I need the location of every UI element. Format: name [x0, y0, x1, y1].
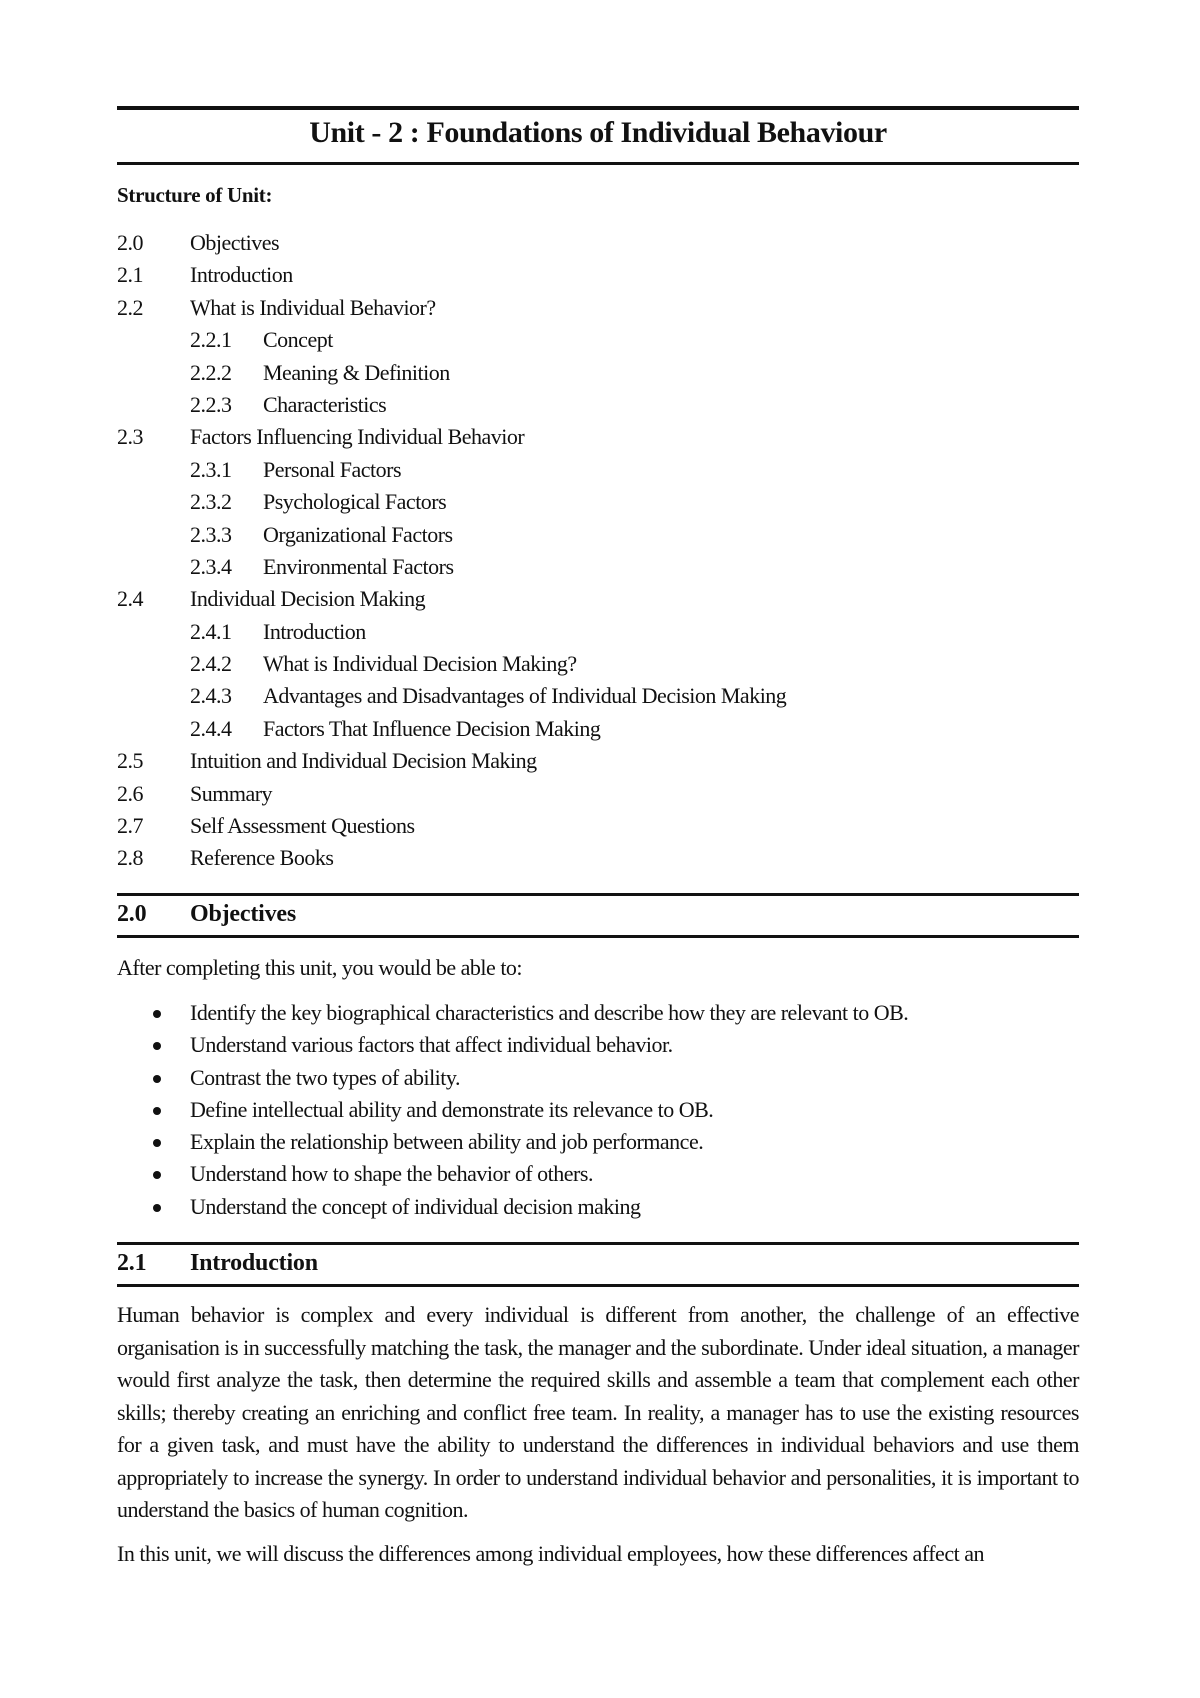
objectives-title: Objectives [190, 901, 296, 927]
toc-item-number: 2.4.1 [190, 618, 232, 644]
toc-item [117, 648, 1079, 680]
toc-item-label: Individual Decision Making [190, 586, 426, 612]
bullet-icon [153, 1107, 161, 1115]
objective-item [117, 1094, 1079, 1126]
toc-item-label: Reference Books [190, 845, 334, 871]
toc-item-label: Organizational Factors [263, 521, 453, 547]
toc-item [117, 389, 1079, 421]
objective-item-text: Understand various factors that affect individual behavior. [190, 1032, 673, 1058]
objective-item [117, 997, 1079, 1029]
toc-item-number: 2.3 [117, 424, 143, 450]
toc-item-label: Introduction [190, 262, 293, 288]
toc-item-label: What is Individual Decision Making? [263, 651, 577, 677]
objective-item-text: Understand the concept of individual decision making [190, 1193, 641, 1219]
toc-item-number: 2.7 [117, 813, 143, 839]
toc-item-label: Objectives [190, 230, 280, 255]
bullet-icon [153, 1204, 161, 1212]
toc-item [117, 713, 1079, 745]
toc-item [117, 583, 1079, 615]
toc-item-label: Psychological Factors [263, 489, 447, 515]
toc-item-label: Environmental Factors [263, 553, 454, 579]
toc-item-number: 2.3.4 [190, 553, 232, 579]
toc-item-number: 2.4 [117, 586, 143, 612]
toc-item-number: 2.3.3 [190, 521, 232, 547]
toc-item-label: Concept [263, 327, 333, 353]
toc-item [117, 324, 1079, 356]
bullet-icon [153, 1010, 161, 1018]
toc-item-label: What is Individual Behavior? [190, 294, 436, 320]
toc-item-number: 2.4.2 [190, 651, 232, 677]
toc-item [117, 292, 1079, 324]
toc-item-label: Personal Factors [263, 456, 402, 482]
toc-item-label: Factors Influencing Individual Behavior [190, 424, 525, 450]
bullet-icon [153, 1075, 161, 1083]
toc-item-number: 2.2.1 [190, 327, 232, 353]
structure-label: Structure of Unit: [117, 183, 273, 207]
objective-item [117, 1126, 1079, 1158]
introduction-bottom-rule [117, 1284, 1079, 1287]
toc-item-number: 2.3.2 [190, 489, 232, 515]
toc-item [117, 810, 1079, 842]
toc-item-number: 2.6 [117, 780, 143, 806]
objectives-top-rule [117, 893, 1079, 896]
toc-item [117, 227, 1079, 259]
bullet-icon [153, 1139, 161, 1147]
title-top-rule [117, 106, 1079, 110]
objective-item [117, 1062, 1079, 1094]
toc-item-number: 2.2.2 [190, 359, 232, 385]
bullet-icon [153, 1171, 161, 1179]
toc-item-number: 2.4.4 [190, 715, 232, 741]
objective-item-text: Define intellectual ability and demonstrate its relevance to OB. [190, 1096, 714, 1122]
table-of-contents [117, 227, 1079, 875]
toc-item [117, 616, 1079, 648]
objective-item [117, 1158, 1079, 1190]
toc-item-number: 2.5 [117, 748, 143, 774]
objectives-number: 2.0 [117, 901, 147, 927]
toc-item [117, 421, 1079, 453]
introduction-paragraph-2: In this unit, we will discuss the differences among individual employees, how these differences affect an [117, 1541, 984, 1566]
toc-item-number: 2.0 [117, 230, 143, 255]
introduction-top-rule [117, 1242, 1079, 1245]
toc-item [117, 680, 1079, 712]
toc-item-label: Self Assessment Questions [190, 813, 415, 839]
title-bottom-rule [117, 162, 1079, 165]
toc-item-label: Characteristics [263, 391, 387, 417]
toc-item-number: 2.4.3 [190, 683, 232, 709]
objective-item-text: Identify the key biographical characteristics and describe how they are relevant to OB. [190, 1000, 909, 1025]
objective-item-text: Understand how to shape the behavior of others. [190, 1161, 593, 1187]
toc-item [117, 454, 1079, 486]
toc-item-label: Meaning & Definition [263, 359, 450, 385]
toc-item-number: 2.1 [117, 262, 143, 288]
toc-item-label: Intuition and Individual Decision Making [190, 748, 537, 774]
toc-item [117, 519, 1079, 551]
toc-item-label: Factors That Influence Decision Making [263, 715, 601, 741]
toc-item [117, 842, 1079, 874]
toc-item [117, 259, 1079, 291]
introduction-number: 2.1 [117, 1250, 147, 1276]
toc-item [117, 551, 1079, 583]
objectives-list [117, 997, 1079, 1223]
toc-item-label: Introduction [263, 618, 366, 644]
toc-item [117, 745, 1079, 777]
objective-item [117, 1029, 1079, 1061]
page-title: Unit - 2 : Foundations of Individual Behaviour [309, 116, 887, 149]
objective-item-text: Contrast the two types of ability. [190, 1064, 460, 1090]
introduction-title: Introduction [190, 1250, 318, 1276]
toc-item-number: 2.2.3 [190, 391, 232, 417]
bullet-icon [153, 1042, 161, 1050]
objectives-bottom-rule [117, 935, 1079, 938]
objectives-intro: After completing this unit, you would be able to: [117, 955, 523, 980]
introduction-paragraph-1: Human behavior is complex and every individual is different from another, the challenge of an effective organisation is in successfully matching the task, the manager and the subordinate. Under ideal situation, a manager would first analyze the task, then determine the required skills and assemble a team that complement each other skills; thereby creating an enriching and conflict free team. In reality, a manager has to use the existing resources for a given task, and must have the ability to understand the differences in individual behaviors and use them appropriately to increase the synergy. In order to understand individual behavior and personalities, it is important to understand the basics of human cognition. [117, 1302, 1079, 1522]
toc-item-number: 2.3.1 [190, 456, 232, 482]
toc-item-number: 2.2 [117, 294, 143, 320]
toc-item [117, 357, 1079, 389]
objective-item [117, 1191, 1079, 1223]
toc-item [117, 486, 1079, 518]
toc-item-label: Advantages and Disadvantages of Individual Decision Making [263, 683, 787, 709]
objective-item-text: Explain the relationship between ability and job performance. [190, 1129, 704, 1155]
toc-item-label: Summary [190, 780, 273, 806]
toc-item [117, 778, 1079, 810]
toc-item-number: 2.8 [117, 845, 143, 871]
